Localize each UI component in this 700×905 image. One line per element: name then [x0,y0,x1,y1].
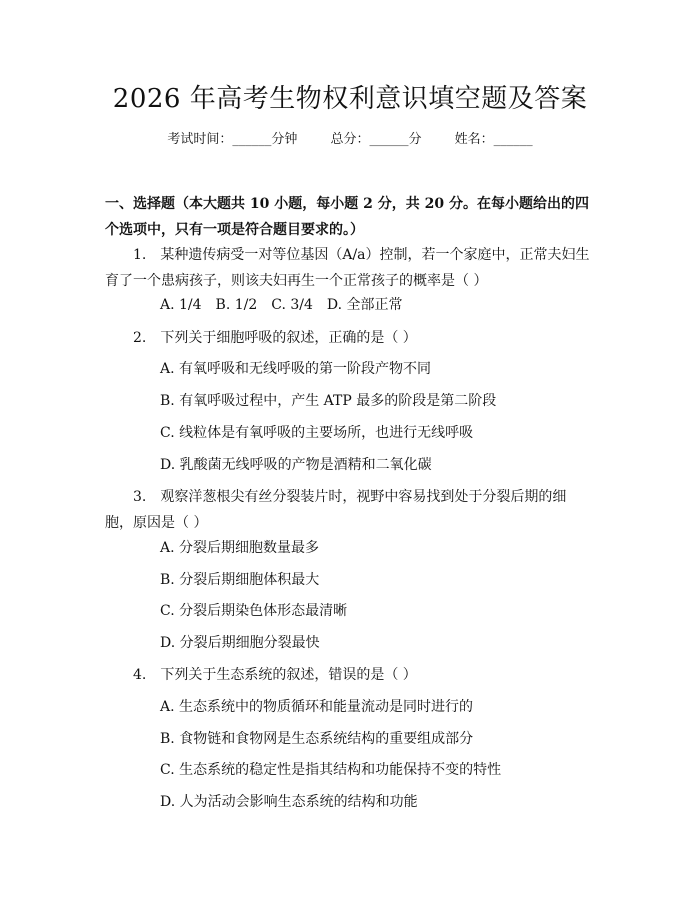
question-2-option-d: D. 乳酸菌无线呼吸的产物是酒精和二氧化碳 [160,457,432,473]
page-title: 2026 年高考生物权利意识填空题及答案 [112,84,588,114]
time-blank: ______ [232,132,272,147]
question-4: 4. 下列关于生态系统的叙述，错误的是（ ） [133,667,417,683]
question-2-option-b: B. 有氧呼吸过程中，产生 ATP 最多的阶段是第二阶段 [160,393,497,409]
question-3: 3. 观察洋葱根尖有丝分裂装片时，视野中容易找到处于分裂后期的细胞，原因是（ ） [105,489,567,531]
exam-info-line [0,131,700,149]
question-1: 1. 某种遗传病受一对等位基因（A/a）控制，若一个家庭中，正常夫妇生育了一个患病孩子，则该夫妇再生一个正常孩子的概率是（ ） [105,247,590,289]
question-3-option-a: A. 分裂后期细胞数量最多 [160,540,320,556]
question-4-option-a: A. 生态系统中的物质循环和能量流动是同时进行的 [160,699,474,715]
question-3-option-c: C. 分裂后期染色体形态最清晰 [160,603,348,619]
question-4-option-b: B. 食物链和食物网是生态系统结构的重要组成部分 [160,731,474,747]
question-3-option-b: B. 分裂后期细胞体积最大 [160,572,320,588]
question-4-option-c: C. 生态系统的稳定性是指其结构和功能保持不变的特性 [160,762,502,778]
score-blank: ______ [369,132,409,147]
question-4-option-d: D. 人为活动会影响生态系统的结构和功能 [160,794,418,810]
question-2-option-c: C. 线粒体是有氧呼吸的主要场所，也进行无线呼吸 [160,425,474,441]
name-blank: ______ [493,132,533,147]
section-header: 一、选择题（本大题共 10 小题，每小题 2 分，共 20 分。在每小题给出的四个选项中，只有一项是符合题目要求的。） [105,196,589,238]
question-2: 2. 下列关于细胞呼吸的叙述，正确的是（ ） [133,330,417,346]
time-label: 考试时间： [167,132,233,147]
name-label: 姓名： [454,132,494,147]
time-unit: 分钟 [271,132,298,147]
question-2-option-a: A. 有氧呼吸和无线呼吸的第一阶段产物不同 [160,361,432,377]
score-unit: 分 [408,132,422,147]
score-label: 总分： [330,132,370,147]
question-3-option-d: D. 分裂后期细胞分裂最快 [160,635,320,651]
question-1-options: A. 1/4 B. 1/2 C. 3/4 D. 全部正常 [160,297,403,313]
